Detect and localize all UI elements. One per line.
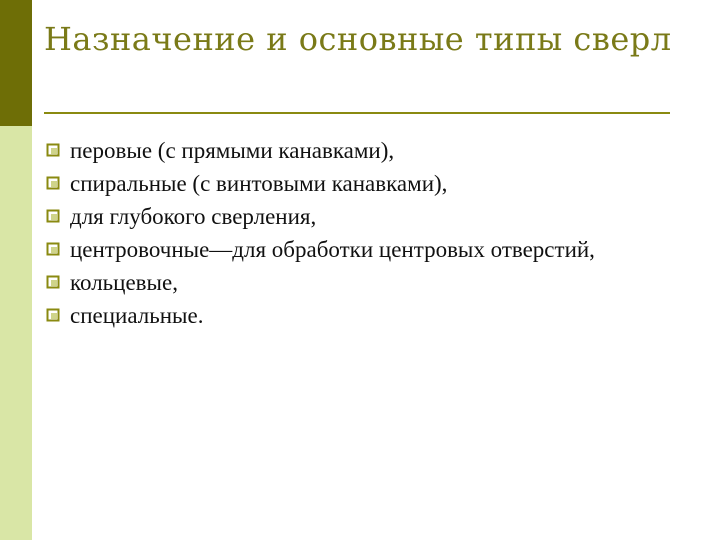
list-item-text: перовые (с прямыми канавками), [70, 138, 395, 163]
title-divider [44, 112, 670, 114]
sidebar-light-band [0, 126, 32, 540]
square-bullet-icon [46, 209, 60, 223]
list-item-text: для глубокого сверления, [70, 204, 317, 229]
sidebar-dark-band [0, 0, 32, 126]
list-item-text: спиральные (с винтовыми канавками), [70, 171, 448, 196]
square-bullet-icon [46, 308, 60, 322]
list-item-text: специальные. [70, 303, 204, 328]
list-item-text: кольцевые, [70, 270, 178, 295]
list-item [44, 268, 684, 297]
list-item [44, 235, 684, 264]
square-bullet-icon [46, 275, 60, 289]
list-item-text: центровочные—для обработки центровых отверстий, [70, 237, 595, 262]
bullet-list [44, 136, 684, 334]
list-item [44, 202, 684, 231]
list-item [44, 301, 684, 330]
square-bullet-icon [46, 143, 60, 157]
square-bullet-icon [46, 242, 60, 256]
list-item [44, 136, 684, 165]
square-bullet-icon [46, 176, 60, 190]
slide-title: Назначение и основные типы сверл [44, 20, 672, 58]
list-item [44, 169, 684, 198]
